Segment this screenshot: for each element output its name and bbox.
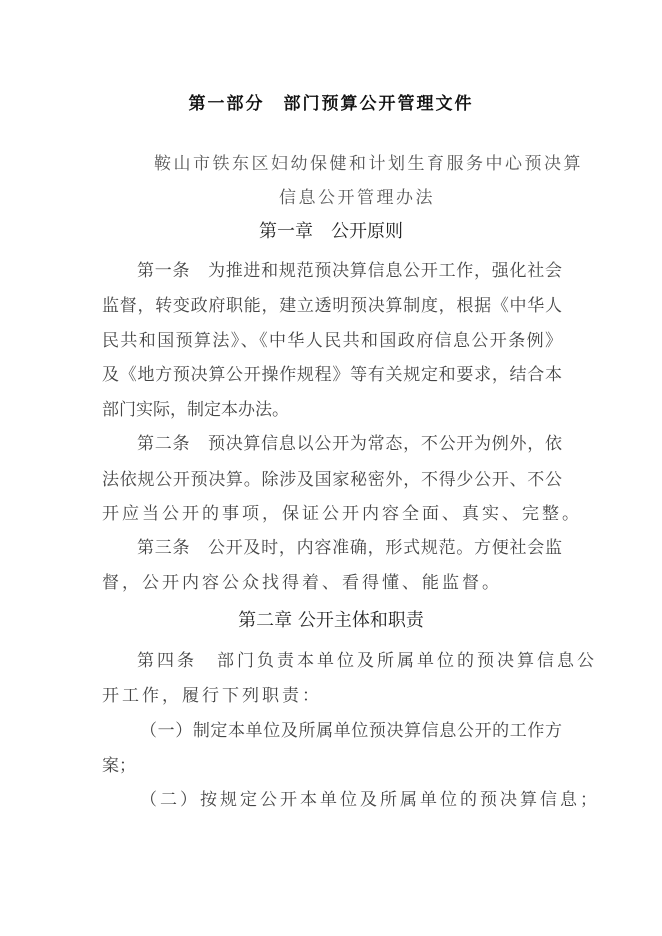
text-line: 开应当公开的事项，保证公开内容全面、真实、完整。 (102, 504, 582, 524)
doc-title-line2: 信息公开管理办法 (279, 188, 435, 208)
text-line: 第一条 为推进和规范预决算信息公开工作，强化社会 (137, 261, 562, 281)
text-line: 民共和国预算法》、《中华人民共和国政府信息公开条例》 (102, 331, 562, 351)
text-line: （一）制定本单位及所属单位预决算信息公开的工作方 (140, 721, 562, 741)
text-line: 第四条 部门负责本单位及所属单位的预决算信息公 (137, 651, 597, 671)
text-line: 监督，转变政府职能，建立透明预决算制度，根据《中华人 (102, 296, 562, 316)
chapter2-heading: 第二章 公开主体和职责 (238, 610, 424, 631)
part-title: 第一部分 部门预算公开管理文件 (188, 94, 474, 114)
text-line: 开工作，履行下列职责： (102, 686, 322, 706)
text-line: 督，公开内容公众找得着、看得懂、能监督。 (102, 573, 502, 593)
text-line: 第三条 公开及时，内容准确，形式规范。方便社会监 (137, 538, 562, 558)
text-line: 部门实际，制定本办法。 (102, 400, 289, 420)
doc-title-line1: 鞍山市铁东区妇幼保健和计划生育服务中心预决算 (154, 154, 583, 174)
text-line: （二）按规定公开本单位及所属单位的预决算信息； (140, 790, 600, 810)
text-line: 法依规公开预决算。除涉及国家秘密外，不得少公开、不公 (102, 470, 562, 490)
text-line: 及《地方预决算公开操作规程》等有关规定和要求，结合本 (102, 365, 562, 385)
chapter1-heading: 第一章 公开原则 (259, 221, 403, 242)
text-line: 第二条 预决算信息以公开为常态，不公开为例外，依 (137, 434, 562, 454)
text-line: 案； (102, 756, 136, 776)
